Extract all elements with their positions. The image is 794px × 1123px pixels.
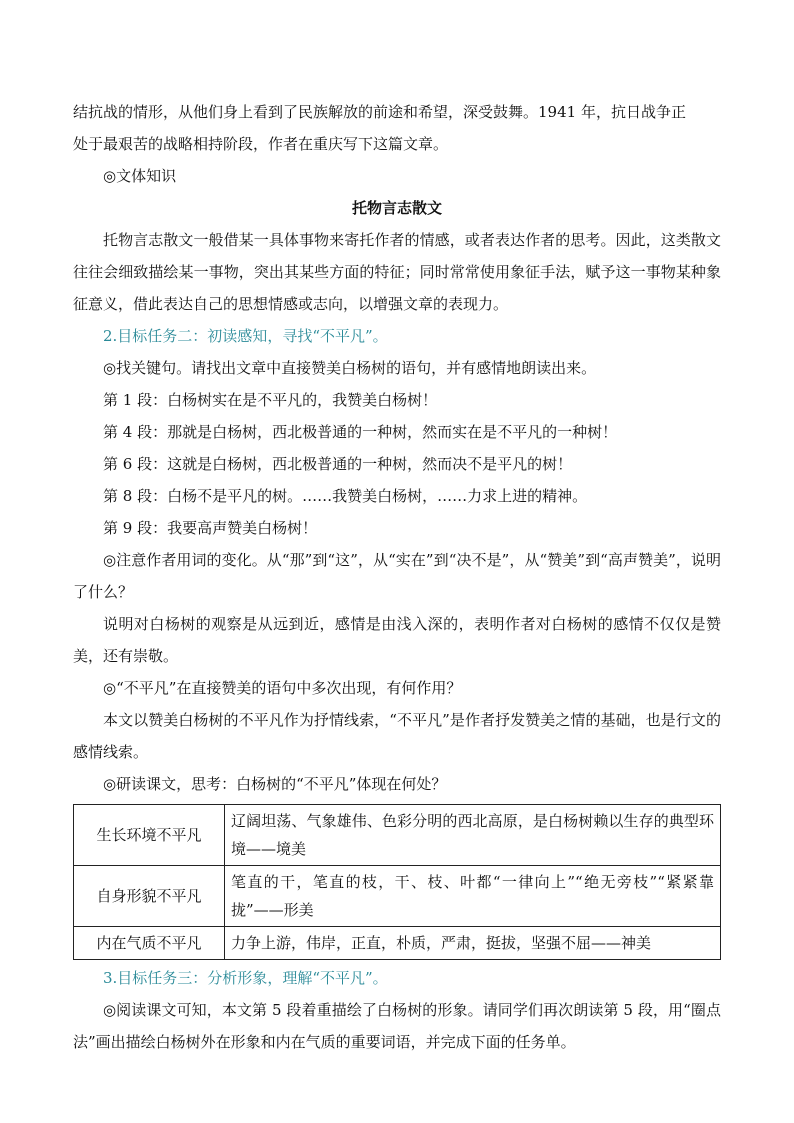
task3-heading: 3.目标任务三：分析形象，理解“不平凡”。 bbox=[103, 969, 388, 987]
question-3: ◎研读课文，思考：白杨树的“不平凡”体现在何处？ bbox=[103, 775, 447, 793]
quote-line: 第 1 段：白杨树实在是不平凡的，我赞美白杨树！ bbox=[103, 391, 438, 409]
task2-prompt: ◎找关键句。请找出文章中直接赞美白杨树的语句，并有感情地朗读出来。 bbox=[103, 359, 597, 377]
intro-line-1: 结抗战的情形，从他们身上看到了民族解放的前途和希望，深受鼓舞。1941 年，抗日战争正 bbox=[73, 103, 686, 121]
answer-2: 本文以赞美白杨树的不平凡作为抒情线索，“不平凡”是作者抒发赞美之情的基础，也是行文的感情线索。 bbox=[73, 711, 721, 761]
table-row bbox=[74, 866, 721, 927]
quote-line: 第 4 段：那就是白杨树，西北极普通的一种树，然而实在是不平凡的一种树！ bbox=[103, 423, 618, 441]
quote-line: 第 9 段：我要高声赞美白杨树！ bbox=[103, 519, 318, 537]
table-value-cell: 辽阔坦荡、气象雄伟、色彩分明的西北高原，是白杨树赖以生存的典型环境——境美 bbox=[225, 805, 721, 866]
table-key-cell: 内在气质不平凡 bbox=[74, 927, 225, 960]
table-row bbox=[74, 805, 721, 866]
quote-line: 第 6 段：这就是白杨树，西北极普通的一种树，然而决不是平凡的树！ bbox=[103, 455, 573, 473]
features-table bbox=[73, 804, 721, 960]
table-value-cell: 笔直的干，笔直的枝，干、枝、叶都“一律向上”“绝无旁枝”“紧紧靠拢”——形美 bbox=[225, 866, 721, 927]
genre-body: 托物言志散文一般借某一具体事物来寄托作者的情感，或者表达作者的思考。因此，这类散文往往会细致描绘某一事物，突出其某些方面的特征；同时常常使用象征手法，赋予这一事物某种象征意义，借此表达自己的思想情感或志向，以增强文章的表现力。 bbox=[73, 231, 721, 313]
genre-label: ◎文体知识 bbox=[103, 167, 177, 185]
task3-body: ◎阅读课文可知，本文第 5 段着重描绘了白杨树的形象。请同学们再次朗读第 5 段，用“圈点法”画出描绘白杨树外在形象和内在气质的重要词语，并完成下面的任务单。 bbox=[73, 1001, 721, 1051]
intro-line-2: 处于最艰苦的战略相持阶段，作者在重庆写下这篇文章。 bbox=[73, 135, 449, 153]
genre-title: 托物言志散文 bbox=[351, 199, 442, 217]
quote-line: 第 8 段：白杨不是平凡的树。……我赞美白杨树，……力求上进的精神。 bbox=[103, 487, 588, 505]
table-key-cell: 自身形貌不平凡 bbox=[74, 866, 225, 927]
task2-heading: 2.目标任务二：初读感知，寻找“不平凡”。 bbox=[103, 327, 388, 345]
table-value-cell: 力争上游，伟岸，正直，朴质，严肃，挺拔，坚强不屈——神美 bbox=[225, 927, 721, 960]
answer-1: 说明对白杨树的观察是从远到近，感情是由浅入深的，表明作者对白杨树的感情不仅仅是赞美，还有崇敬。 bbox=[73, 615, 721, 665]
table-key-cell: 生长环境不平凡 bbox=[74, 805, 225, 866]
question-1: ◎注意作者用词的变化。从“那”到“这”，从“实在”到“决不是”，从“赞美”到“高声赞美”，说明了什么？ bbox=[73, 551, 721, 601]
question-2: ◎“不平凡”在直接赞美的语句中多次出现，有何作用？ bbox=[103, 679, 462, 697]
table-row bbox=[74, 927, 721, 960]
document-page bbox=[73, 96, 721, 1058]
